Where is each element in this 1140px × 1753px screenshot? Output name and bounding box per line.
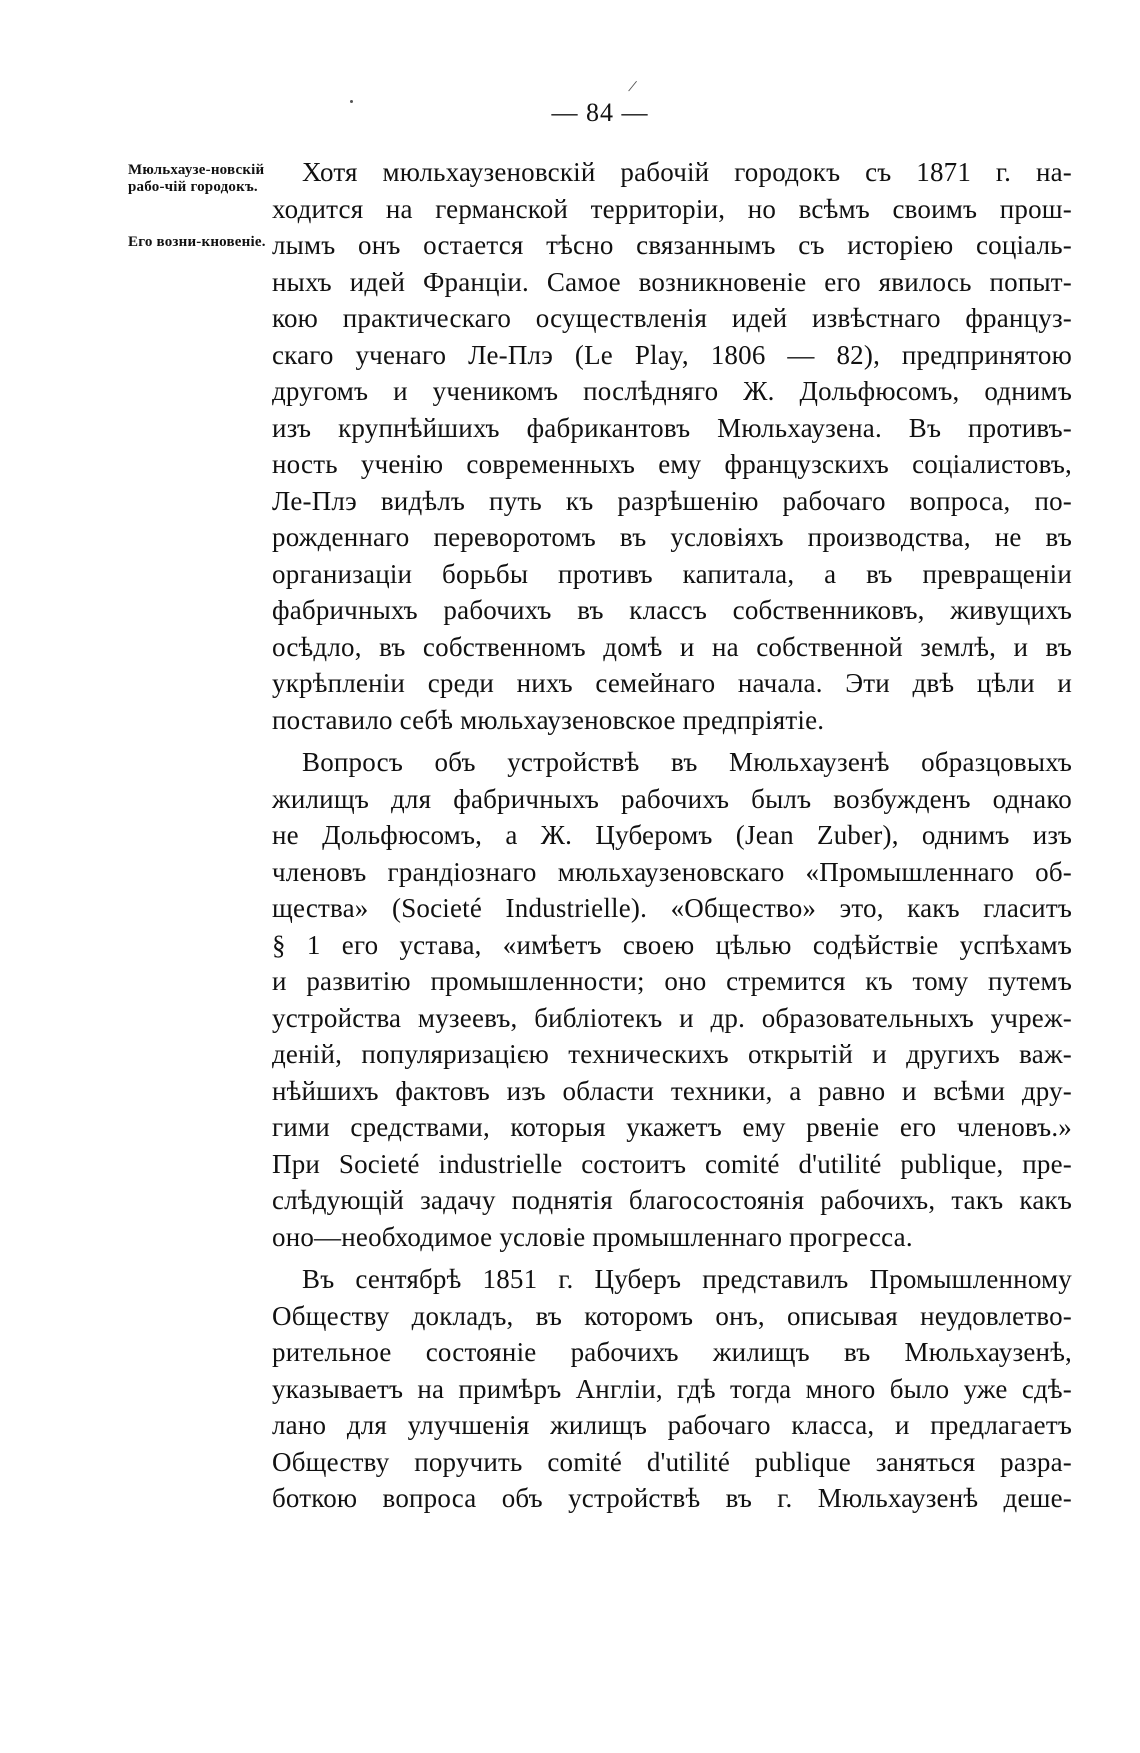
text-line: слѣдующій задачу поднятія благосостоянія рабочихъ, такъ какъ (272, 1185, 1072, 1215)
text-line: Обществу докладъ, въ которомъ онъ, описывая неудовлетво- (272, 1300, 1072, 1331)
paragraph-1 (272, 154, 1072, 738)
text-line: не Дольфюсомъ, а Ж. Цуберомъ (Jean Zuber), однимъ изъ (272, 820, 1072, 850)
text-line: жилищъ для фабричныхъ рабочихъ былъ возбужденъ однако (272, 783, 1072, 814)
margin-note-origin: Его возни-кновеніе. (128, 234, 266, 250)
text-line: боткою вопроса объ устройствѣ въ г. Мюльхаузенѣ деше- (272, 1483, 1072, 1513)
text-line: рительное состояніе рабочихъ жилищъ въ Мюльхаузенѣ, (272, 1337, 1072, 1367)
text-line: рожденнаго переворотомъ въ условіяхъ производства, не въ (272, 522, 1072, 552)
text-line: членовъ грандіознаго мюльхаузеновскаго «Промышленнаго об- (272, 856, 1072, 887)
text-line: При Societé industrielle состоитъ comité d'utilité publique, пре- (272, 1148, 1072, 1179)
page-number: — 84 — (551, 98, 649, 127)
text-line: лано для улучшенія жилищъ рабочаго класса, и предлагаетъ (272, 1410, 1072, 1440)
text-line: Въ сентябрѣ 1851 г. Цуберъ представилъ Промышленному (302, 1264, 1072, 1294)
text-line: нѣйшихъ фактовъ изъ области техники, а равно и всѣми дру- (272, 1075, 1072, 1106)
text-line: поставило себѣ мюльхаузеновское предпріятіе. (272, 704, 825, 735)
text-line: фабричныхъ рабочихъ въ классъ собственниковъ, живущихъ (272, 595, 1072, 625)
text-line: изъ крупнѣйшихъ фабрикантовъ Мюльхаузена. Въ противъ- (272, 412, 1072, 443)
text-line: Ле-Плэ видѣлъ путь къ разрѣшенію рабочаго вопроса, по- (272, 485, 1072, 516)
text-line: скаго ученаго Ле-Плэ (Le Play, 1806 — 82), предпринятою (272, 339, 1072, 370)
text-line: осѣдло, въ собственномъ домѣ и на собственной землѣ, и въ (272, 631, 1072, 662)
text-line: щества» (Societé Industrielle). «Общество» это, какъ гласитъ (272, 893, 1072, 923)
text-line: Обществу поручить comité d'utilité publique заняться разра- (272, 1446, 1072, 1477)
margin-note-title: Мюльхаузе-новскій рабо-чій городокъ. (128, 162, 265, 195)
text-line: организаціи борьбы противъ капитала, а въ превращеніи (272, 558, 1072, 589)
text-line: кою практическаго осуществленія идей извѣстнаго француз- (272, 303, 1072, 333)
text-line: и развитію промышленности; оно стремится къ тому путемъ (272, 966, 1072, 996)
text-line: § 1 его устава, «имѣетъ своею цѣлью содѣйствіе успѣхамъ (272, 929, 1072, 960)
text-line: гими средствами, которыя укажетъ ему рвеніе его членовъ.» (272, 1112, 1072, 1142)
text-line: лымъ онъ остается тѣсно связаннымъ съ исторіею соціаль- (272, 230, 1072, 260)
text-line: другомъ и ученикомъ послѣдняго Ж. Дольфюсомъ, однимъ (272, 376, 1072, 406)
text-line: устройства музеевъ, библіотекъ и др. образовательныхъ учреж- (272, 1002, 1072, 1033)
text-line: деній, популяризацією техническихъ открытій и другихъ важ- (272, 1039, 1072, 1069)
body-text (272, 154, 1072, 1517)
paragraph-2 (272, 744, 1072, 1255)
text-line: Хотя мюльхаузеновскій рабочій городокъ съ 1871 г. на- (302, 157, 1072, 187)
text-line: ныхъ идей Франціи. Самое возникновеніе его явилось попыт- (272, 266, 1072, 297)
text-line: оно—необходимое условіе промышленнаго прогресса. (272, 1221, 913, 1252)
text-line: укрѣпленіи среди нихъ семейнаго начала. Эти двѣ цѣли и (272, 668, 1072, 698)
text-line: Вопросъ объ устройствѣ въ Мюльхаузенѣ образцовыхъ (302, 747, 1072, 777)
text-line: ходится на германской территоріи, но всѣмъ своимъ прош- (272, 193, 1072, 224)
paragraph-3 (272, 1261, 1072, 1517)
text-line: ность ученію современныхъ ему французскихъ соціалистовъ, (272, 449, 1072, 479)
text-line: указываетъ на примѣръ Англіи, гдѣ тогда много было уже сдѣ- (272, 1373, 1072, 1404)
stray-mark: / (626, 75, 639, 97)
